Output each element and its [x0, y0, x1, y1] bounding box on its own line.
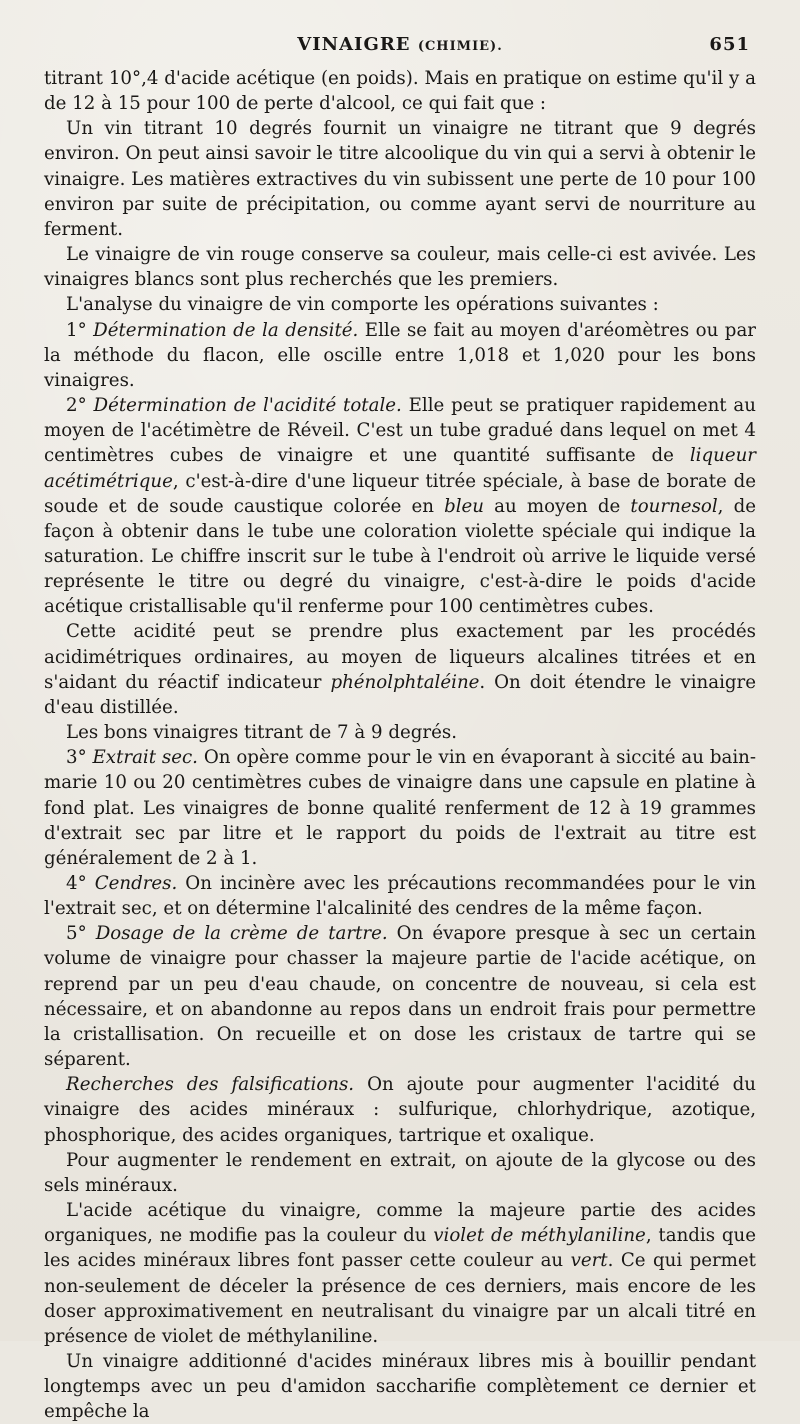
item-number: 4° — [66, 873, 95, 894]
item-number: 2° — [66, 395, 94, 417]
paragraph-text: . Ce qui permet non-seulement de déceler la présence de ces derniers, mais encore de les doser approximativement en neutralisant du vinaigre par un alcali titré en présence de violet de méthylaniline. — [44, 1250, 756, 1347]
paragraph: Pour augmenter le rendement en extrait, on ajoute de la glycose ou des sels minéraux. — [44, 1149, 756, 1196]
italic-term: vert — [570, 1250, 608, 1272]
item-number: 5° — [66, 923, 96, 945]
body-text — [44, 66, 756, 1424]
paragraph-text: L'acide acétique du vinaigre, comme la majeure partie des acides organiques, ne modifie pas la couleur du — [44, 1200, 756, 1247]
page-number: 651 — [709, 34, 750, 55]
paragraph-text: Cette acidité peut se prendre plus exactement par les procédés acidimétriques ordinaires, au moyen de liqueurs alcalines titrées et en s'aidant du réactif indicateur — [44, 621, 756, 693]
paragraph: Un vinaigre additionné d'acides minéraux libres mis à bouillir pendant longtemps avec un peu d'amidon saccharifie complètement ce dernier et empêche la — [44, 1350, 756, 1423]
italic-term: bleu — [444, 495, 485, 517]
paragraph: Les bons vinaigres titrant de 7 à 9 degrés. — [66, 722, 457, 744]
section-heading: Dosage de la crème de tartre. — [95, 923, 388, 945]
paragraph-text: au moyen de — [484, 495, 631, 517]
section-heading: Détermination de l'acidité totale. — [93, 395, 402, 417]
italic-term: liqueur acétimétrique — [44, 445, 756, 492]
italic-term: violet de méthylaniline — [433, 1225, 646, 1247]
paragraph-density — [44, 318, 756, 393]
paragraph-acidity — [44, 393, 756, 619]
running-title-main: VINAIGRE — [297, 34, 411, 55]
item-number: 1° — [66, 319, 94, 341]
paragraph: L'analyse du vinaigre de vin comporte les opérations suivantes : — [66, 294, 659, 316]
paragraph-extract — [44, 745, 756, 871]
running-title-subtitle: (CHIMIE). — [417, 39, 503, 54]
italic-term: tournesol — [630, 495, 718, 517]
paragraph-ashes — [44, 871, 756, 921]
page-header — [44, 30, 756, 58]
paragraph-text: , c'est-à-dire d'une liqueur titrée spéciale, à base de borate de soude et de soude caustique colorée en — [44, 470, 756, 517]
running-title — [44, 34, 756, 55]
section-heading: Cendres. — [94, 873, 178, 894]
paragraph-continuation: titrant 10°,4 d'acide acétique (en poids). Mais en pratique on estime qu'il y a de 12 à 15 pour 100 de perte d'alcool, ce qui fait que : — [44, 68, 756, 115]
paragraph-text: On évapore presque à sec un certain volume de vinaigre pour chasser la majeure partie de l'acide acétique, on reprend par un peu d'eau chaude, on concentre de nouveau, si cela est nécessaire, et on abandonne au repos dans un endroit frais pour permettre la cristallisation. On recueille et on dose les cristaux de tartre qui se séparent. — [44, 923, 756, 1071]
paragraph-text: Elle peut se pratiquer rapidement au moyen de l'acétimètre de Réveil. C'est un tube gradué dans lequel on met 4 centimètres cubes de vinaigre et une quantité suffisante de — [44, 395, 756, 467]
paragraph-text: On opère comme pour le vin en évaporant à siccité au bain-marie 10 ou 20 centimètres cubes de vinaigre dans une capsule en platine à fond plat. Les vinaigres de bonne qualité renferment de 12 à 19 grammes d'extrait sec par litre et le rapport du poids de l'extrait au titre est généralement de 2 à 1. — [44, 747, 756, 869]
section-heading: Détermination de la densité. — [93, 319, 359, 341]
paragraph-text: , de façon à obtenir dans le tube une coloration violette spéciale qui indique la saturation. Le chiffre inscrit sur le tube à l'endroit où arrive le liquide versé représente le titre ou degré du vinaigre, c'est-à-dire le poids d'acide acétique cristallisable qu'il renferme pour 100 centimètres cubes. — [44, 495, 756, 618]
paragraph — [44, 1198, 756, 1349]
paragraph-tartar — [44, 921, 756, 1072]
section-heading: Extrait sec. — [92, 747, 198, 769]
paragraph-text: . On doit étendre le vinaigre d'eau distillée. — [44, 671, 757, 718]
paragraph-text: On ajoute pour augmenter l'acidité du vinaigre des acides minéraux : sulfurique, chlorhydrique, azotique, phosphorique, des acides organiques, tartrique et oxalique. — [44, 1074, 756, 1146]
paragraph — [44, 619, 756, 720]
paragraph: Le vinaigre de vin rouge conserve sa couleur, mais celle-ci est avivée. Les vinaigres blancs sont plus recherchés que les premiers. — [44, 244, 756, 291]
section-heading: Recherches des falsifications. — [66, 1074, 355, 1096]
italic-term: phénolphtaléine — [330, 671, 480, 693]
paragraph-text: , tandis que les acides minéraux libres font passer cette couleur au — [44, 1225, 757, 1272]
paragraph: Un vin titrant 10 degrés fournit un vinaigre ne titrant que 9 degrés environ. On peut ainsi savoir le titre alcoolique du vin qui a servi à obtenir le vinaigre. Les matières extractives du vin subissent une perte de 10 pour 100 environ par suite de précipitation, ou comme ayant servi de nourriture au ferment. — [44, 118, 756, 240]
item-number: 3° — [66, 747, 93, 769]
paragraph-text: Elle se fait au moyen d'aréomètres ou par la méthode du flacon, elle oscille entre 1,018 et 1,020 pour les bons vinaigres. — [44, 319, 756, 391]
paragraph-falsifications — [44, 1072, 756, 1147]
paragraph-text: On incinère avec les précautions recommandées pour le vin l'extrait sec, et on détermine l'alcalinité des cendres de la même façon. — [44, 873, 756, 920]
